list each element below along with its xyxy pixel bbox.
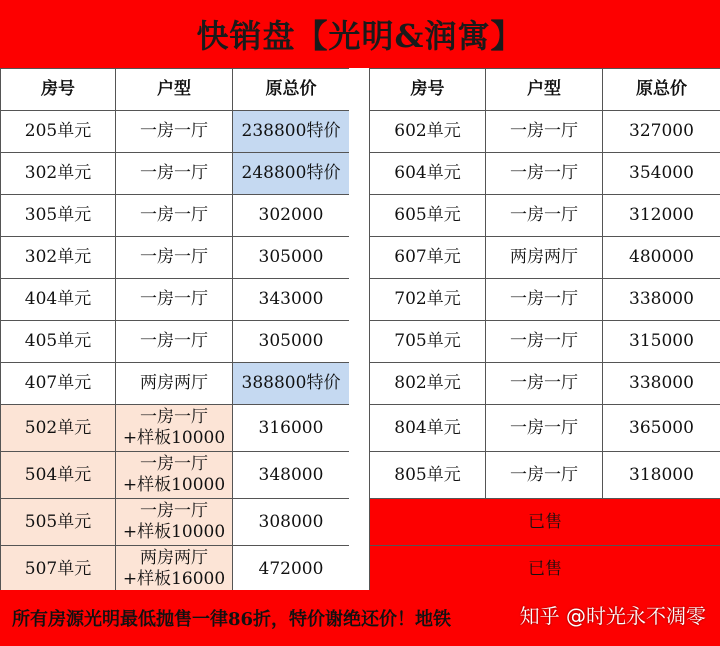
- unit-type: [116, 405, 233, 452]
- original-price: 338000: [603, 363, 720, 405]
- table-row: [1, 363, 350, 405]
- original-price: 308000: [233, 499, 350, 546]
- right-listing-table: [369, 68, 720, 593]
- unit-type: [116, 452, 233, 499]
- room-number: 705单元: [370, 321, 486, 363]
- sold-label: 已售: [370, 546, 720, 593]
- room-header: 房号: [370, 69, 486, 111]
- original-price: 343000: [233, 279, 350, 321]
- sold-row: [370, 546, 720, 593]
- unit-type: 一房一厅: [486, 195, 603, 237]
- sold-label: 已售: [370, 499, 720, 546]
- page-title: 快销盘【光明&润寓】: [0, 0, 720, 69]
- unit-type: 一房一厅: [486, 452, 603, 499]
- table-row: [370, 111, 720, 153]
- unit-type-line: 一房一厅: [140, 247, 208, 267]
- room-number: 805单元: [370, 452, 486, 499]
- table-row: [1, 111, 350, 153]
- room-number: 404单元: [1, 279, 116, 321]
- unit-type: [116, 237, 233, 279]
- model-unit-note: +样板10000: [122, 475, 226, 495]
- room-number: 505单元: [1, 499, 116, 546]
- room-number: 802单元: [370, 363, 486, 405]
- original-price: 348000: [233, 452, 350, 499]
- original-price: 472000: [233, 546, 350, 593]
- unit-type-line: 一房一厅: [140, 501, 208, 521]
- room-number: 804单元: [370, 405, 486, 452]
- room-number: 607单元: [370, 237, 486, 279]
- type-header: 户型: [116, 69, 233, 111]
- price-header: 原总价: [603, 69, 720, 111]
- unit-type: 一房一厅: [486, 111, 603, 153]
- table-header-row: [1, 69, 350, 111]
- unit-type-line: 两房两厅: [140, 548, 208, 568]
- unit-type-line: 一房一厅: [140, 407, 208, 427]
- unit-type: 两房两厅: [486, 237, 603, 279]
- original-price: 480000: [603, 237, 720, 279]
- unit-type: [116, 111, 233, 153]
- unit-type-line: 一房一厅: [140, 163, 208, 183]
- room-number: 305单元: [1, 195, 116, 237]
- original-price: 318000: [603, 452, 720, 499]
- unit-type-line: 一房一厅: [140, 205, 208, 225]
- footer-text: 所有房源光明最低抛售一律86折，特价谢绝还价！地铁: [12, 609, 452, 630]
- table-row: [1, 405, 350, 452]
- room-number: 502单元: [1, 405, 116, 452]
- unit-type: 一房一厅: [486, 321, 603, 363]
- table-row: [370, 452, 720, 499]
- unit-type: 一房一厅: [486, 363, 603, 405]
- original-price: 238800特价: [233, 111, 350, 153]
- room-number: 702单元: [370, 279, 486, 321]
- table-row: [1, 237, 350, 279]
- unit-type: [116, 195, 233, 237]
- original-price: 248800特价: [233, 153, 350, 195]
- unit-type-line: 一房一厅: [140, 331, 208, 351]
- original-price: 316000: [233, 405, 350, 452]
- table-row: [370, 405, 720, 452]
- table-row: [370, 279, 720, 321]
- unit-type: [116, 363, 233, 405]
- model-unit-note: +样板10000: [122, 522, 226, 542]
- table-row: [370, 195, 720, 237]
- original-price: 338000: [603, 279, 720, 321]
- unit-type: [116, 153, 233, 195]
- unit-type: [116, 546, 233, 593]
- unit-type: [116, 499, 233, 546]
- table-row: [370, 363, 720, 405]
- table-row: [1, 279, 350, 321]
- unit-type-line: 一房一厅: [140, 454, 208, 474]
- table-row: [370, 321, 720, 363]
- type-header: 户型: [486, 69, 603, 111]
- sold-row: [370, 499, 720, 546]
- room-number: 602单元: [370, 111, 486, 153]
- original-price: 354000: [603, 153, 720, 195]
- table-row: [370, 237, 720, 279]
- table-row: [370, 153, 720, 195]
- unit-type-line: 一房一厅: [140, 121, 208, 141]
- table-gap: [349, 68, 369, 590]
- room-number: 407单元: [1, 363, 116, 405]
- unit-type: [116, 279, 233, 321]
- table-header-row: [370, 69, 720, 111]
- original-price: 327000: [603, 111, 720, 153]
- model-unit-note: +样板16000: [122, 569, 226, 589]
- room-number: 405单元: [1, 321, 116, 363]
- room-number: 504单元: [1, 452, 116, 499]
- table-row: [1, 321, 350, 363]
- room-number: 205单元: [1, 111, 116, 153]
- room-number: 605单元: [370, 195, 486, 237]
- unit-type-line: 一房一厅: [140, 289, 208, 309]
- table-row: [1, 546, 350, 593]
- room-number: 507单元: [1, 546, 116, 593]
- left-listing-table: [0, 68, 350, 593]
- room-number: 302单元: [1, 153, 116, 195]
- original-price: 315000: [603, 321, 720, 363]
- room-number: 302单元: [1, 237, 116, 279]
- unit-type-line: 两房两厅: [140, 373, 208, 393]
- table-row: [1, 452, 350, 499]
- original-price: 365000: [603, 405, 720, 452]
- original-price: 305000: [233, 237, 350, 279]
- table-row: [1, 195, 350, 237]
- original-price: 388800特价: [233, 363, 350, 405]
- room-header: 房号: [1, 69, 116, 111]
- table-row: [1, 153, 350, 195]
- unit-type: 一房一厅: [486, 279, 603, 321]
- room-number: 604单元: [370, 153, 486, 195]
- unit-type: 一房一厅: [486, 153, 603, 195]
- model-unit-note: +样板10000: [122, 428, 226, 448]
- table-row: [1, 499, 350, 546]
- watermark: 知乎 @时光永不凋零: [519, 604, 706, 628]
- unit-type: [116, 321, 233, 363]
- original-price: 305000: [233, 321, 350, 363]
- price-header: 原总价: [233, 69, 350, 111]
- original-price: 302000: [233, 195, 350, 237]
- unit-type: 一房一厅: [486, 405, 603, 452]
- original-price: 312000: [603, 195, 720, 237]
